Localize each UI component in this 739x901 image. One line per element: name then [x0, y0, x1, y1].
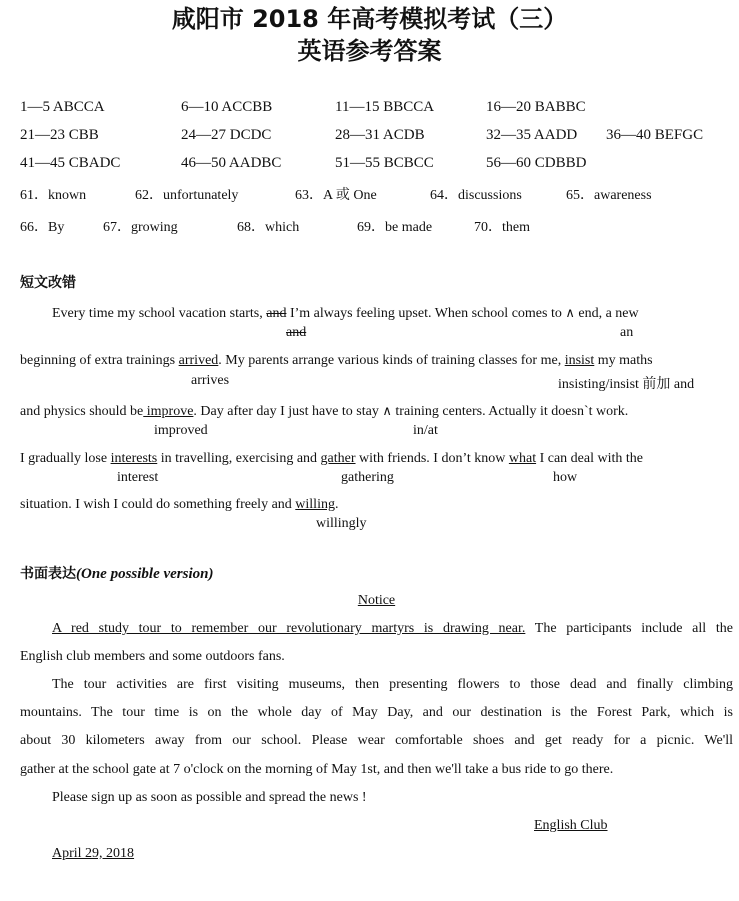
- correction-mark: gathering: [341, 470, 394, 485]
- essay-paragraph-1-line-1: A red study tour to remember our revolutionary martyrs is drawing near. The participants include all the: [52, 621, 733, 636]
- blank-answer-item: 68．which: [237, 220, 300, 235]
- correction-mark: interest: [117, 470, 159, 485]
- essay-paragraph-3: Please sign up as soon as possible and spread the news !: [52, 790, 367, 805]
- correction-line-3: and physics should be improve. Day after day I just have to stay ∧ training centers. Actually it doesn`t work.: [20, 404, 629, 419]
- answer-item: 36—40 BEFGC: [606, 127, 704, 143]
- page-title: 咸阳市 2018 年高考模拟考试（三）: [171, 5, 568, 33]
- blank-answer-item: 69．be made: [357, 220, 433, 235]
- error-word: arrived: [178, 353, 219, 368]
- writing-heading-note: (One possible version): [76, 566, 214, 582]
- insert-caret: ∧: [565, 306, 575, 321]
- essay-paragraph-2-line-4: gather at the school gate at 7 o'clock on the morning of May 1st, and then we'll take a bus ride to go there.: [20, 762, 614, 777]
- correction-line-2: beginning of extra trainings arrived. My parents arrange various kinds of training classes for me, insist my maths: [20, 353, 653, 368]
- blank-answer-item: 70．them: [474, 220, 530, 235]
- answer-item: 6—10 ACCBB: [181, 99, 273, 115]
- correction-heading: 短文改错: [20, 275, 76, 291]
- correction-mark: insisting/insist 前加 and: [558, 377, 695, 392]
- blank-answer-item: 66．By: [20, 220, 65, 235]
- blank-answer-item: 61．known: [20, 188, 87, 203]
- correction-mark: an: [620, 325, 634, 340]
- correction-mark: and: [286, 325, 307, 340]
- blank-answer-item: 65．awareness: [566, 188, 652, 203]
- essay-topic-sentence: A red study tour to remember our revolutionary martyrs is drawing near.: [52, 621, 526, 636]
- writing-heading: 书面表达(One possible version): [20, 566, 214, 582]
- insert-caret: ∧: [382, 404, 392, 419]
- answer-item: 21—23 CBB: [20, 127, 99, 143]
- essay-paragraph-1-line-2: English club members and some outdoors fans.: [20, 649, 285, 664]
- answer-item: 56—60 CDBBD: [486, 155, 587, 171]
- error-word: what: [508, 451, 537, 466]
- blank-answer-item: 64．discussions: [430, 188, 522, 203]
- answer-item: 11—15 BBCCA: [335, 99, 435, 115]
- correction-line-1: Every time my school vacation starts, and I’m always feeling upset. When school comes to ∧ end, a new: [52, 306, 639, 321]
- error-word: insist: [564, 353, 595, 368]
- essay-paragraph-2-line-2: mountains. The tour time is on the whole day of May Day, and our destination is the Forest Park, which is: [20, 705, 733, 720]
- essay-paragraph-2-line-3: about 30 kilometers away from our school. Please wear comfortable shoes and get ready for a picnic. We'll: [20, 733, 733, 748]
- signature: English Club: [534, 818, 608, 833]
- blank-answer-item: 67．growing: [103, 220, 178, 235]
- date: April 29, 2018: [52, 846, 135, 861]
- error-word: improve: [143, 404, 194, 419]
- answer-item: 51—55 BCBCC: [335, 155, 434, 171]
- answer-item: 41—45 CBADC: [20, 155, 121, 171]
- correction-mark: in/at: [413, 423, 438, 438]
- notice-title: Notice: [357, 593, 396, 608]
- blank-answer-item: 62．unfortunately: [135, 188, 239, 203]
- correction-mark: improved: [154, 423, 208, 438]
- correction-line-5: situation. I wish I could do something freely and willing.: [20, 497, 339, 512]
- correction-mark: how: [553, 470, 578, 485]
- answer-item: 28—31 ACDB: [335, 127, 425, 143]
- answer-item: 32—35 AADD: [486, 127, 578, 143]
- answer-item: 24—27 DCDC: [181, 127, 272, 143]
- correction-mark: willingly: [316, 516, 367, 531]
- answer-item: 46—50 AADBC: [181, 155, 282, 171]
- answer-item: 16—20 BABBC: [486, 99, 586, 115]
- error-word: gather: [320, 451, 356, 466]
- blank-answer-item: 63．A 或 One: [295, 188, 377, 203]
- deleted-word: and: [266, 306, 287, 321]
- page-subtitle: 英语参考答案: [297, 37, 442, 65]
- error-word: willing: [295, 497, 335, 512]
- error-word: interests: [110, 451, 158, 466]
- correction-mark: arrives: [191, 373, 230, 388]
- correction-line-4: I gradually lose interests in travelling, exercising and gather with friends. I don’t know what I can deal with the: [20, 451, 643, 466]
- essay-paragraph-2-line-1: The tour activities are first visiting museums, then presenting flowers to those dead and finally climbing: [52, 677, 733, 692]
- answer-item: 1—5 ABCCA: [20, 99, 105, 115]
